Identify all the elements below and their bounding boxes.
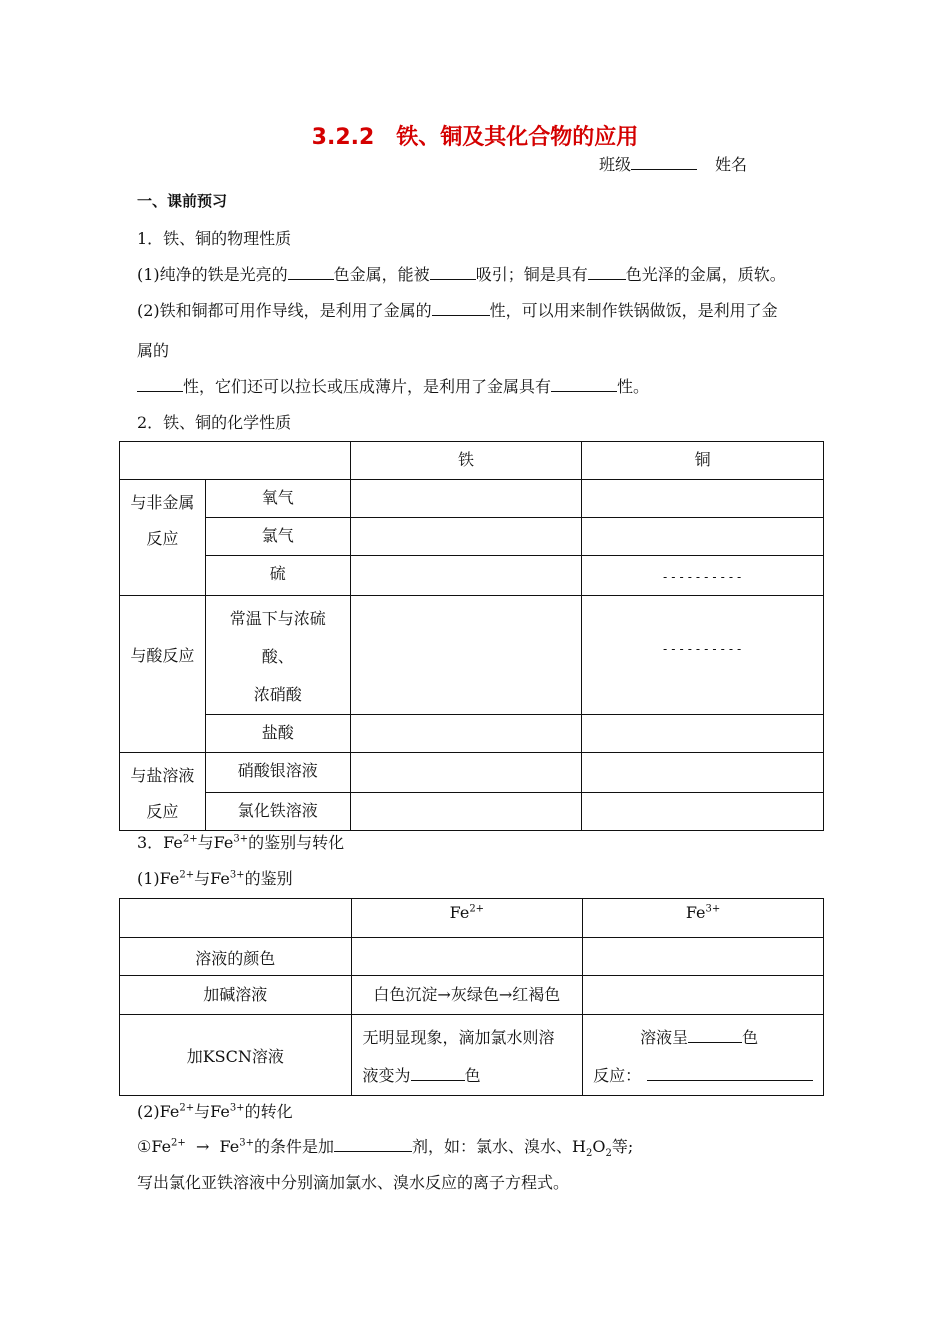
row-label-kscn: 加KSCN溶液: [120, 1015, 352, 1096]
ion-identification-table: [119, 898, 824, 1096]
thermal-blank[interactable]: [137, 377, 183, 392]
kscn-color-blank[interactable]: [411, 1066, 465, 1081]
group-acid: 与酸反应: [120, 596, 206, 753]
answer-cell[interactable]: [350, 753, 582, 793]
section-heading: 一、课前预习: [137, 192, 228, 210]
q1-line2: (2)铁和铜都可用作导线，是利用了金属的 性，可以用来制作铁锅做饭，是利用了金: [137, 301, 778, 320]
copper-color-blank[interactable]: [588, 265, 626, 280]
column-header-iron: 铁: [350, 442, 582, 480]
reactant-oxygen: 氧气: [205, 480, 350, 518]
answer-cell[interactable]: [350, 480, 582, 518]
answer-cell[interactable]: [582, 753, 824, 793]
group-salt: 与盐溶液 反应: [120, 753, 206, 831]
fe3-kscn-result: 溶液呈 色 反应：: [583, 1015, 824, 1096]
q1-heading: 1．铁、铜的物理性质: [137, 229, 292, 248]
table-row: [120, 899, 824, 938]
row-label-color: 溶液的颜色: [120, 938, 352, 976]
ductility-blank[interactable]: [551, 377, 617, 392]
reactant-agno3: 硝酸银溶液: [205, 753, 350, 793]
page-title: 3.2.2 铁、铜及其化合物的应用: [311, 125, 639, 150]
chemical-properties-table: [119, 441, 824, 831]
class-label: 班级: [599, 155, 632, 174]
group-nonmetal: 与非金属 反应: [120, 480, 206, 596]
reactant-fecl3: 氯化铁溶液: [205, 792, 350, 830]
column-header-fe2: $Fe^{2+}$: [351, 899, 583, 938]
class-blank[interactable]: [631, 155, 697, 170]
na-dash: ----------: [582, 596, 824, 715]
column-header-fe3: $Fe^{3+}$: [583, 899, 824, 938]
q3-sub1: $(1)Fe^{2+}$与$Fe^{3+}$的鉴别: [137, 869, 293, 888]
q1-line4: 性，它们还可以拉长或压成薄片，是利用了金属具有 性。: [137, 374, 649, 397]
table-row: [120, 1015, 824, 1096]
answer-cell[interactable]: [350, 792, 582, 830]
reactant-hcl: 盐酸: [205, 715, 350, 753]
conversion-line: $①Fe^{2+} \to Fe^{3+}$的条件是加 剂，如：氯水、溴水、$H_2O_2$等;: [137, 1137, 634, 1160]
table-row: [120, 480, 824, 518]
fe2-kscn-result: 无明显现象，滴加氯水则溶 液变为 色: [351, 1015, 583, 1096]
table-row: [120, 976, 824, 1015]
answer-cell[interactable]: [351, 938, 583, 976]
table-row: [120, 938, 824, 976]
q3-sub2: $(2)Fe^{2+}$与$Fe^{3+}$的转化: [137, 1102, 293, 1121]
reactant-chlorine: 氯气: [205, 518, 350, 556]
q1-line3: 属的: [137, 341, 170, 360]
reactant-sulfur: 硫: [205, 556, 350, 596]
table-row: [120, 442, 824, 480]
reactant-conc-acid: 常温下与浓硫 酸、 浓硝酸: [205, 596, 350, 715]
reaction-blank[interactable]: [647, 1066, 813, 1081]
na-dash: ----------: [582, 556, 824, 596]
q3-heading: 3．$Fe^{2+}$与$Fe^{3+}$的鉴别与转化: [137, 833, 345, 852]
table-row: [120, 715, 824, 753]
conductivity-blank[interactable]: [432, 301, 490, 316]
answer-cell[interactable]: [350, 556, 582, 596]
instruction-line: 写出氯化亚铁溶液中分别滴加氯水、溴水反应的离子方程式。: [137, 1173, 570, 1192]
q1-line1: (1)纯净的铁是光亮的 色金属，能被 吸引；铜是具有 色光泽的金属，质软。: [137, 265, 786, 284]
row-label-base: 加碱溶液: [120, 976, 352, 1015]
answer-cell[interactable]: [582, 518, 824, 556]
answer-cell[interactable]: [583, 976, 824, 1015]
table-row: [120, 753, 824, 793]
table-row: [120, 792, 824, 830]
table-row: [120, 596, 824, 715]
magnet-blank[interactable]: [430, 265, 476, 280]
answer-cell[interactable]: [350, 596, 582, 715]
answer-cell[interactable]: [582, 480, 824, 518]
table-row: [120, 556, 824, 596]
answer-cell[interactable]: [350, 518, 582, 556]
answer-cell[interactable]: [582, 715, 824, 753]
name-label: 姓名: [715, 155, 748, 174]
answer-cell[interactable]: [582, 792, 824, 830]
answer-cell[interactable]: [350, 715, 582, 753]
fe3-color-blank[interactable]: [688, 1028, 742, 1043]
table-row: [120, 518, 824, 556]
oxidant-blank[interactable]: [334, 1137, 412, 1152]
column-header-copper: 铜: [582, 442, 824, 480]
q2-heading: 2．铁、铜的化学性质: [137, 413, 292, 432]
class-field: [599, 152, 697, 175]
fe2-base-result: 白色沉淀→灰绿色→红褐色: [351, 976, 583, 1015]
answer-cell[interactable]: [583, 938, 824, 976]
iron-color-blank[interactable]: [288, 265, 334, 280]
